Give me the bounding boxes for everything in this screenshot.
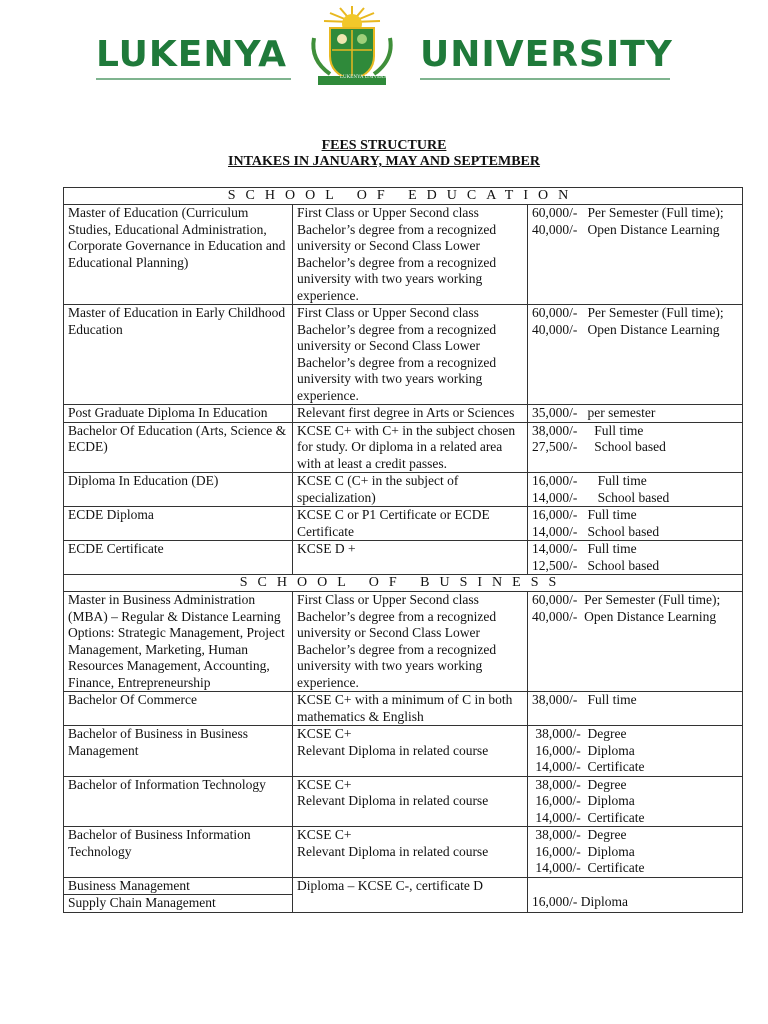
table-row xyxy=(64,776,743,827)
fee-line: 60,000/- Per Semester (Full time); xyxy=(532,205,724,220)
fee-cell xyxy=(528,305,743,405)
table-row xyxy=(64,507,743,541)
fee-line: 38,000/- Full time xyxy=(532,422,644,438)
requirement-cell: First Class or Upper Second class Bachelor’s degree from a recognized university or Second Class Lower Bachelor’s degree from a recognized university with two years working experience. xyxy=(293,205,528,305)
programme-cell: Master of Education (Curriculum Studies, Educational Administration, Corporate Governance in Education and Educational Planning) xyxy=(64,205,293,305)
table-row xyxy=(64,473,743,507)
programme-cell: Supply Chain Management xyxy=(64,895,293,913)
brand-name-left: LUKENYA xyxy=(96,34,287,75)
document-titles xyxy=(0,138,768,170)
requirement-cell: KCSE C+ Relevant Diploma in related course xyxy=(293,726,528,777)
programme-cell: Bachelor of Information Technology xyxy=(64,776,293,827)
fee-line: 35,000/- per semester xyxy=(532,405,656,420)
fee-line: 40,000/- Open Distance Learning xyxy=(532,221,720,237)
fee-line: 16,000/- Diploma xyxy=(532,742,635,758)
fee-line: 16,000/- Full time xyxy=(532,507,637,522)
fee-line: 40,000/- Open Distance Learning xyxy=(532,321,720,337)
fee-cell xyxy=(528,507,743,541)
fee-cell xyxy=(528,692,743,726)
document-title: FEES STRUCTURE xyxy=(321,138,447,153)
fee-line: 14,000/- Full time xyxy=(532,541,637,556)
fee-line: 12,500/- School based xyxy=(532,557,660,573)
programme-cell: Business Management xyxy=(64,877,293,895)
table-row xyxy=(64,827,743,878)
fee-line: 14,000/- School based xyxy=(532,489,670,505)
fee-line: 16,000/- Diploma xyxy=(532,893,628,909)
table-row xyxy=(64,422,743,473)
brand-name-right: UNIVERSITY xyxy=(420,34,673,75)
document-subtitle: INTAKES IN JANUARY, MAY AND SEPTEMBER xyxy=(228,154,540,169)
programme-cell: ECDE Certificate xyxy=(64,541,293,575)
fee-line: 14,000/- Certificate xyxy=(532,809,645,825)
fee-line: 60,000/- Per Semester (Full time); xyxy=(532,592,721,607)
requirement-cell: First Class or Upper Second class Bachelor’s degree from a recognized university or Second Class Lower Bachelor’s degree from a recognized university with two years working experience. xyxy=(293,592,528,692)
fee-spacer xyxy=(532,878,738,894)
fee-cell xyxy=(528,541,743,575)
table-row xyxy=(64,877,743,895)
programme-cell: Bachelor of Business in Business Management xyxy=(64,726,293,777)
requirement-cell: KCSE C+ with a minimum of C in both mathematics & English xyxy=(293,692,528,726)
table-row xyxy=(64,405,743,423)
fee-line: 14,000/- Certificate xyxy=(532,759,645,774)
fee-line: 16,000/- Diploma xyxy=(532,793,635,808)
fee-line: 60,000/- Per Semester (Full time); xyxy=(532,305,724,320)
letterhead xyxy=(0,0,768,100)
fee-cell xyxy=(528,776,743,827)
requirement-cell: First Class or Upper Second class Bachelor’s degree from a recognized university or Second Class Lower Bachelor’s degree from a recognized university with two years working experience. xyxy=(293,305,528,405)
section-heading: SCHOOL OF EDUCATION xyxy=(64,188,743,205)
table-row xyxy=(64,692,743,726)
fee-cell xyxy=(528,405,743,423)
table-row xyxy=(64,205,743,305)
fee-line: 14,000/- Certificate xyxy=(532,860,645,875)
programme-cell: Bachelor Of Education (Arts, Science & ECDE) xyxy=(64,422,293,473)
seal-ribbon-text: LUKENYA UNIVERSITY xyxy=(340,75,395,80)
programme-cell: ECDE Diploma xyxy=(64,507,293,541)
fee-line: 38,000/- Full time xyxy=(532,692,637,707)
requirement-cell: KCSE C or P1 Certificate or ECDE Certificate xyxy=(293,507,528,541)
programme-cell: Master in Business Administration (MBA) – Regular & Distance Learning Options: Strategic Management, Project Management, Marketing, Human Resources Management, Accounting, Finance, Entrepreneurship xyxy=(64,592,293,692)
fees-table xyxy=(63,187,743,913)
requirement-cell: KCSE C+ with C+ in the subject chosen for study. Or diploma in a related area with at least a credit passes. xyxy=(293,422,528,473)
fee-cell xyxy=(528,205,743,305)
fee-cell xyxy=(528,473,743,507)
fee-cell xyxy=(528,422,743,473)
fee-line: 27,500/- School based xyxy=(532,439,666,454)
programme-cell: Bachelor Of Commerce xyxy=(64,692,293,726)
section-header-row xyxy=(64,188,743,205)
brand-rule-right xyxy=(420,78,670,80)
programme-cell: Master of Education in Early Childhood Education xyxy=(64,305,293,405)
fee-line: 38,000/- Degree xyxy=(532,827,627,842)
fee-line: 14,000/- School based xyxy=(532,523,660,539)
requirement-cell: KCSE D + xyxy=(293,541,528,575)
fee-line: 40,000/- Open Distance Learning xyxy=(532,608,717,624)
fee-line: 16,000/- Diploma xyxy=(532,843,635,859)
requirement-cell: KCSE C (C+ in the subject of specialization) xyxy=(293,473,528,507)
table-row xyxy=(64,592,743,692)
fee-cell xyxy=(528,877,743,912)
programme-cell: Bachelor of Business Information Technology xyxy=(64,827,293,878)
table-row xyxy=(64,541,743,575)
requirement-cell: KCSE C+ Relevant Diploma in related course xyxy=(293,776,528,827)
fee-line: 38,000/- Degree xyxy=(532,726,627,741)
fee-line: 38,000/- Degree xyxy=(532,776,627,792)
brand-rule-left xyxy=(96,78,291,80)
fees-table-body xyxy=(64,188,743,913)
section-header-row xyxy=(64,575,743,592)
table-row xyxy=(64,726,743,777)
programme-cell: Post Graduate Diploma In Education xyxy=(64,405,293,423)
requirement-cell: Diploma – KCSE C-, certificate D xyxy=(293,877,528,912)
table-row xyxy=(64,305,743,405)
section-heading: SCHOOL OF BUSINESS xyxy=(64,575,743,592)
fee-line: 16,000/- Full time xyxy=(532,473,647,488)
requirement-cell: Relevant first degree in Arts or Sciences xyxy=(293,405,528,423)
fee-cell xyxy=(528,726,743,777)
requirement-cell: KCSE C+ Relevant Diploma in related course xyxy=(293,827,528,878)
fee-cell xyxy=(528,592,743,692)
fee-cell xyxy=(528,827,743,878)
programme-cell: Diploma In Education (DE) xyxy=(64,473,293,507)
